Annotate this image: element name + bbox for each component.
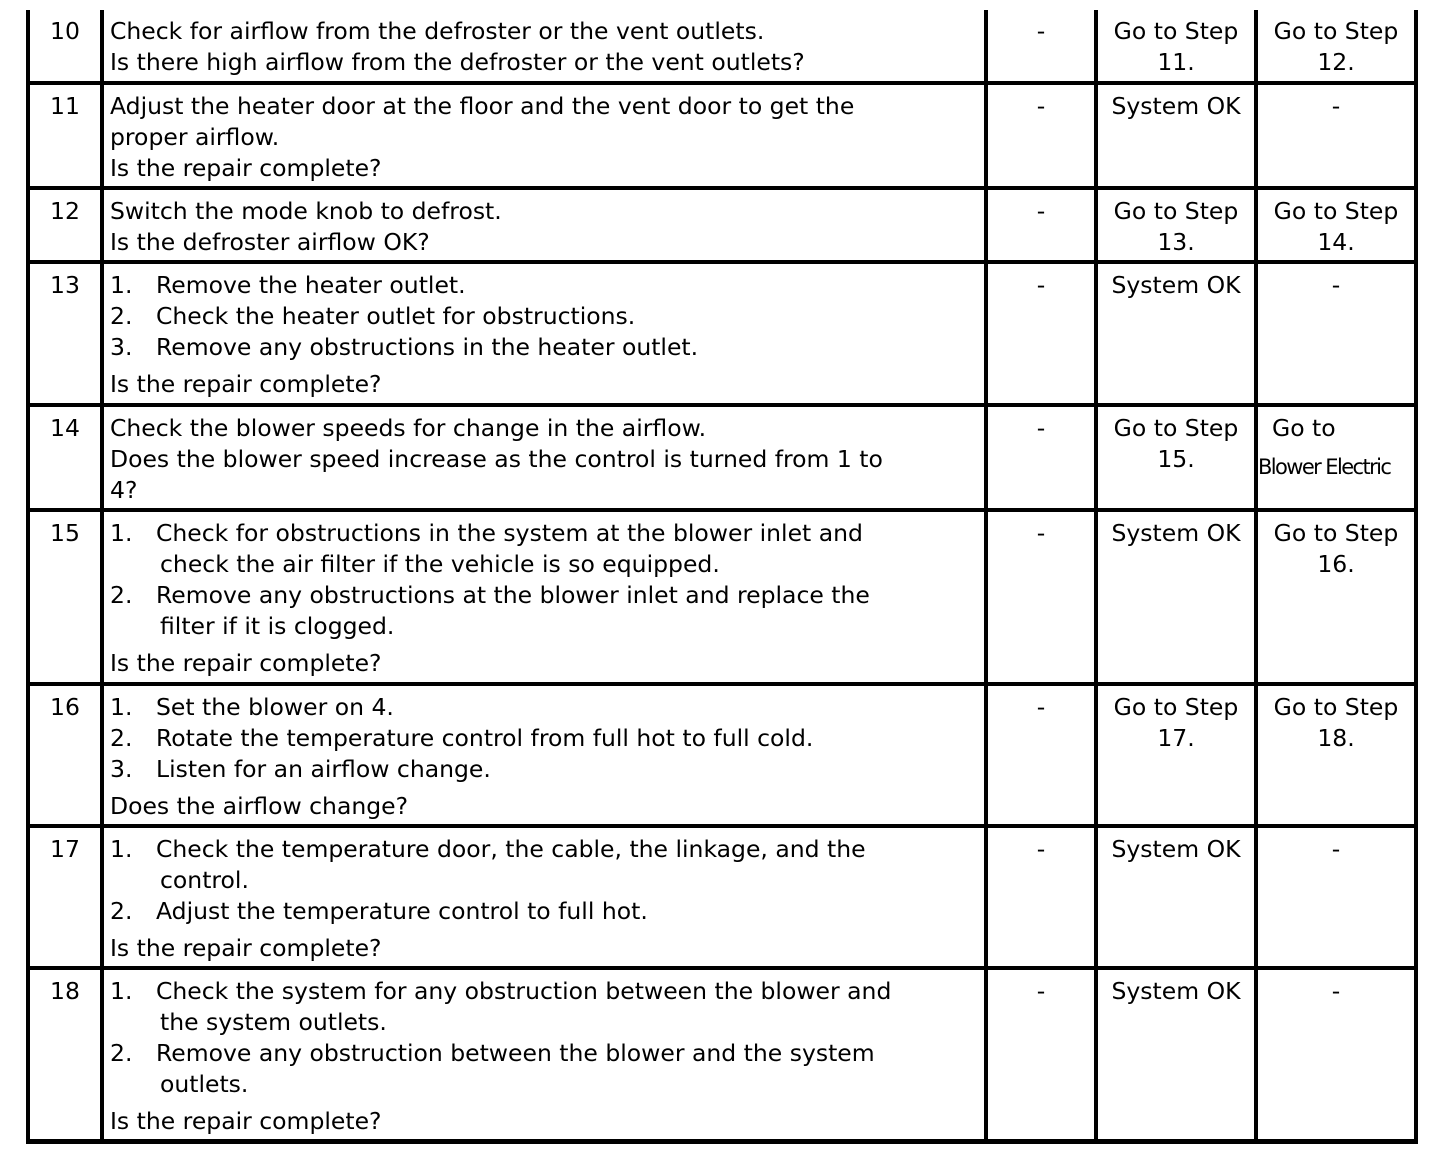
- column-divider: [1414, 190, 1418, 260]
- column-divider: [100, 686, 104, 824]
- yes-text: Go to Step: [1113, 197, 1239, 225]
- list-item-continuation: check the air filter if the vehicle is so equipped.: [160, 550, 720, 578]
- list-number: 2.: [110, 302, 133, 330]
- action-text: proper airflow.: [110, 123, 280, 151]
- no-cell: [1258, 828, 1414, 966]
- action-list-item: [110, 976, 978, 1007]
- column-divider: [1414, 970, 1418, 1139]
- no-cell: [1258, 407, 1414, 508]
- action-cell: [106, 190, 984, 260]
- action-cell: [106, 970, 984, 1139]
- action-list-item: [110, 518, 978, 549]
- table-row: [26, 686, 1418, 828]
- action-list-item: [110, 834, 978, 865]
- column-divider: [1414, 512, 1418, 682]
- no-cell: [1258, 85, 1414, 186]
- list-item-continuation: filter if it is clogged.: [160, 612, 395, 640]
- column-divider: [1414, 264, 1418, 403]
- diagnostic-table: [26, 10, 1418, 1144]
- yes-text: 15.: [1157, 445, 1195, 473]
- yes-text: System OK: [1111, 977, 1241, 1005]
- yes-text: System OK: [1111, 835, 1241, 863]
- value-cell: -: [1036, 17, 1046, 45]
- no-text: Go to Step: [1273, 197, 1399, 225]
- question-text: Is the repair complete?: [110, 934, 382, 962]
- list-number: 1.: [110, 693, 133, 721]
- list-item-text: Check for obstructions in the system at the blower inlet and: [156, 519, 863, 547]
- no-text: 18.: [1317, 724, 1355, 752]
- action-cell: [106, 407, 984, 508]
- yes-text: Go to Step: [1113, 17, 1239, 45]
- action-cell: [106, 512, 984, 682]
- yes-text: System OK: [1111, 519, 1241, 547]
- action-text: Check for airflow from the defroster or the vent outlets.: [110, 17, 765, 45]
- question-text: Is the repair complete?: [110, 370, 382, 398]
- no-text: 14.: [1317, 228, 1355, 256]
- table-row: [26, 264, 1418, 407]
- column-divider: [100, 512, 104, 682]
- table-row: [26, 970, 1418, 1144]
- action-text: Switch the mode knob to defrost.: [110, 197, 502, 225]
- no-cell: [1258, 10, 1414, 81]
- value-cell: -: [1036, 414, 1046, 442]
- column-divider: [100, 10, 104, 81]
- action-list-item: [110, 692, 978, 723]
- yes-text: 13.: [1157, 228, 1195, 256]
- action-list-item: [110, 896, 978, 927]
- value-cell: -: [1036, 693, 1046, 721]
- question-text: Is the repair complete?: [110, 1107, 382, 1135]
- yes-text: System OK: [1111, 271, 1241, 299]
- action-cell: [106, 10, 984, 81]
- step-number: 16: [50, 693, 80, 721]
- no-text: Go to Step: [1273, 519, 1399, 547]
- action-text: Is the defroster airflow OK?: [110, 228, 430, 256]
- no-text: -: [1331, 271, 1341, 299]
- step-number: 18: [50, 977, 80, 1005]
- yes-text: Go to Step: [1113, 693, 1239, 721]
- step-number: 10: [50, 17, 80, 45]
- value-cell: -: [1036, 92, 1046, 120]
- table-row: [26, 407, 1418, 512]
- action-cell: [106, 85, 984, 186]
- column-divider: [1414, 85, 1418, 186]
- action-cell: [106, 264, 984, 403]
- step-number: 13: [50, 271, 80, 299]
- no-text: 12.: [1317, 48, 1355, 76]
- table-row: [26, 10, 1418, 85]
- value-cell: -: [1036, 271, 1046, 299]
- column-divider: [100, 970, 104, 1139]
- action-list-item: [110, 270, 978, 301]
- yes-text: System OK: [1111, 92, 1241, 120]
- yes-cell: [1098, 264, 1254, 403]
- yes-text: 17.: [1157, 724, 1195, 752]
- list-item-text: Remove any obstructions in the heater outlet.: [156, 333, 699, 361]
- list-item-text: Check the heater outlet for obstructions.: [156, 302, 636, 330]
- no-text: -: [1331, 977, 1341, 1005]
- list-item-text: Remove any obstruction between the blower and the system: [156, 1039, 875, 1067]
- action-cell: [106, 828, 984, 966]
- step-number: 15: [50, 519, 80, 547]
- column-divider: [100, 85, 104, 186]
- action-text: Check the blower speeds for change in the airflow.: [110, 414, 707, 442]
- list-item-continuation: the system outlets.: [160, 1008, 387, 1036]
- no-text: Blower Electric: [1258, 455, 1391, 479]
- list-item-text: Listen for an airflow change.: [156, 755, 491, 783]
- no-text: -: [1331, 92, 1341, 120]
- no-text: -: [1331, 835, 1341, 863]
- list-item-continuation: control.: [160, 866, 249, 894]
- list-item-text: Remove the heater outlet.: [156, 271, 466, 299]
- column-divider: [1414, 10, 1418, 81]
- action-text: Is there high airflow from the defroster or the vent outlets?: [110, 48, 805, 76]
- list-number: 1.: [110, 977, 133, 1005]
- action-text: 4?: [110, 476, 138, 504]
- column-divider: [100, 407, 104, 508]
- action-list-item: [110, 1038, 978, 1069]
- yes-cell: [1098, 512, 1254, 682]
- yes-text: 11.: [1157, 48, 1195, 76]
- action-list-item: [110, 580, 978, 611]
- action-text: Adjust the heater door at the floor and the vent door to get the: [110, 92, 855, 120]
- no-text: Go to Step: [1273, 17, 1399, 45]
- yes-cell: [1098, 85, 1254, 186]
- no-cell: [1258, 190, 1414, 260]
- step-number: 12: [50, 197, 80, 225]
- question-text: Is the repair complete?: [110, 649, 382, 677]
- list-item-text: Remove any obstructions at the blower inlet and replace the: [156, 581, 870, 609]
- yes-cell: [1098, 686, 1254, 824]
- action-cell: [106, 686, 984, 824]
- value-cell: -: [1036, 197, 1046, 225]
- step-number: 11: [50, 92, 80, 120]
- yes-cell: [1098, 10, 1254, 81]
- value-cell: -: [1036, 835, 1046, 863]
- action-list-item: [110, 754, 978, 785]
- table-row: [26, 85, 1418, 190]
- step-number: 14: [50, 414, 80, 442]
- list-item-continuation: outlets.: [160, 1070, 249, 1098]
- column-divider: [1414, 686, 1418, 824]
- list-number: 2.: [110, 1039, 133, 1067]
- question-text: Does the airflow change?: [110, 792, 409, 820]
- step-number: 17: [50, 835, 80, 863]
- no-cell: [1258, 970, 1414, 1139]
- list-number: 1.: [110, 519, 133, 547]
- column-divider: [100, 264, 104, 403]
- value-cell: -: [1036, 519, 1046, 547]
- action-text: Does the blower speed increase as the control is turned from 1 to: [110, 445, 883, 473]
- list-number: 2.: [110, 581, 133, 609]
- list-number: 1.: [110, 835, 133, 863]
- table-row: [26, 512, 1418, 686]
- value-cell: -: [1036, 977, 1046, 1005]
- column-divider: [100, 828, 104, 966]
- no-text: Go to: [1272, 414, 1336, 442]
- yes-cell: [1098, 407, 1254, 508]
- list-item-text: Adjust the temperature control to full hot.: [156, 897, 648, 925]
- yes-text: Go to Step: [1113, 414, 1239, 442]
- table-row: [26, 190, 1418, 264]
- no-cell: [1258, 512, 1414, 682]
- no-cell: [1258, 686, 1414, 824]
- action-list-item: [110, 332, 978, 363]
- list-item-text: Set the blower on 4.: [156, 693, 394, 721]
- no-text: Go to Step: [1273, 693, 1399, 721]
- column-divider: [100, 190, 104, 260]
- list-item-text: Rotate the temperature control from full hot to full cold.: [156, 724, 814, 752]
- list-number: 2.: [110, 724, 133, 752]
- action-list-item: [110, 301, 978, 332]
- column-divider: [1414, 828, 1418, 966]
- list-number: 3.: [110, 755, 133, 783]
- column-divider: [1414, 407, 1418, 508]
- yes-cell: [1098, 970, 1254, 1139]
- table-row: [26, 828, 1418, 970]
- list-number: 1.: [110, 271, 133, 299]
- list-number: 2.: [110, 897, 133, 925]
- action-text: Is the repair complete?: [110, 154, 382, 182]
- list-number: 3.: [110, 333, 133, 361]
- action-list-item: [110, 723, 978, 754]
- yes-cell: [1098, 828, 1254, 966]
- list-item-text: Check the temperature door, the cable, the linkage, and the: [156, 835, 866, 863]
- no-cell: [1258, 264, 1414, 403]
- no-text: 16.: [1317, 550, 1355, 578]
- yes-cell: [1098, 190, 1254, 260]
- list-item-text: Check the system for any obstruction between the blower and: [156, 977, 892, 1005]
